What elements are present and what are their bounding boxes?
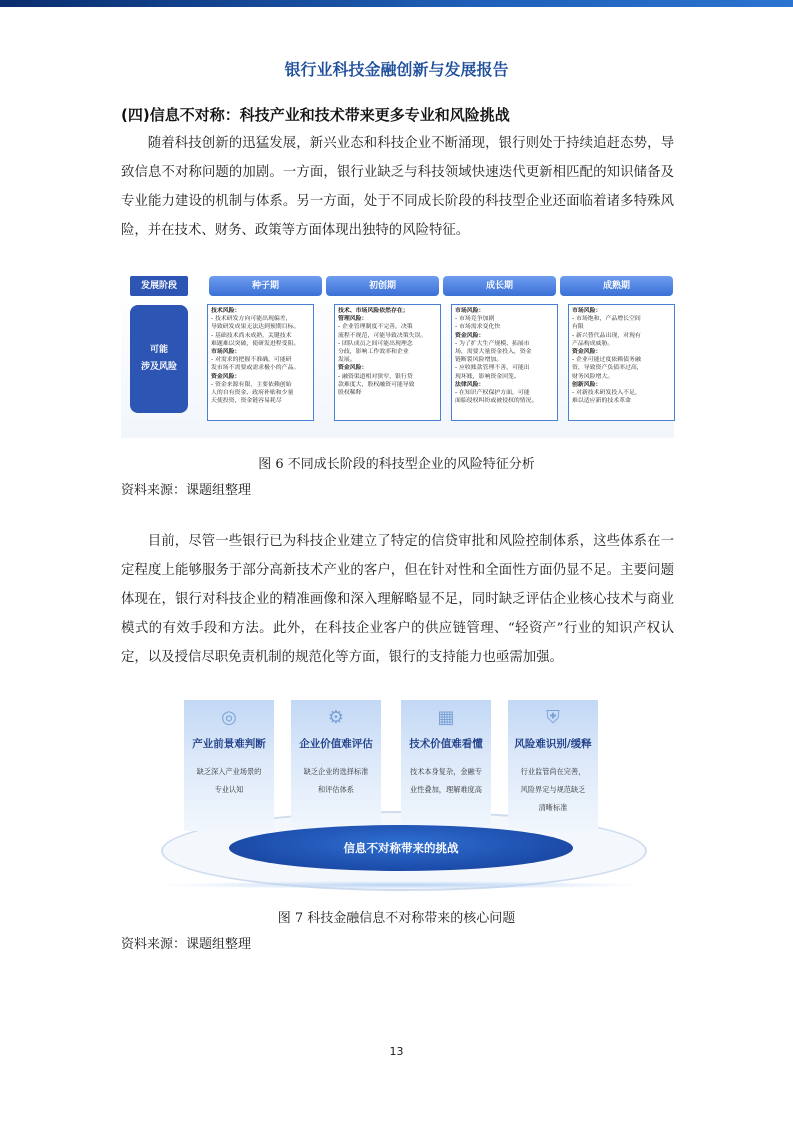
risk-detail: - 企业可能过度依赖债务融 xyxy=(572,357,641,364)
section-heading: (四)信息不对称：科技产业和技术带来更多专业和风险挑战 xyxy=(121,106,510,124)
risk-detail: - 资金来源有限，主要依赖创始 xyxy=(211,381,292,388)
figure-6-source: 资料来源：课题组整理 xyxy=(121,483,252,498)
risk-detail: - 市场竞争加剧 xyxy=(455,316,495,323)
challenge-tech-value xyxy=(401,700,491,831)
challenge-desc xyxy=(409,763,483,799)
challenge-title: 技术价值难看懂 xyxy=(409,738,483,750)
gear-icon: ⚙ xyxy=(327,707,345,728)
challenge-desc xyxy=(299,763,373,799)
desc-line: 技术本身复杂，金融专 xyxy=(410,767,482,776)
page-number: 13 xyxy=(389,1045,404,1058)
risk-detail: - 应收账款管理不善，可能出 xyxy=(455,365,530,372)
risk-detail: 难题难以突破，使研发进程受阻。 xyxy=(211,340,300,347)
stage-seed-risks xyxy=(207,304,314,421)
desc-line: 专业认知 xyxy=(214,785,244,794)
risk-category: 资金风险： xyxy=(455,332,485,339)
risk-detail: - 对需求的把握不准确，可能研 xyxy=(211,357,292,364)
base-glow xyxy=(155,881,647,889)
risk-category: 资金风险： xyxy=(211,373,241,380)
challenge-desc xyxy=(516,763,590,817)
risk-category: 市场风险： xyxy=(211,349,241,356)
risk-category: 技术风险： xyxy=(211,308,241,314)
document-title: 银行业科技金融创新与发展报告 xyxy=(284,60,509,79)
risk-detail: 场，需要大量资金投入，资金 xyxy=(455,349,532,356)
risk-category: 法律风险： xyxy=(455,381,485,388)
stage-seed-header: 种子期 xyxy=(209,276,322,296)
risk-category: 资金风险： xyxy=(572,349,602,356)
risk-category: 市场风险： xyxy=(572,308,602,314)
challenge-enterprise-value xyxy=(291,700,381,831)
desc-line: 清晰标准 xyxy=(538,803,568,812)
challenge-title: 风险难识别/缓释 xyxy=(514,738,592,750)
risk-detail: - 基础技术尚未成熟，关键技术 xyxy=(211,332,292,339)
risk-detail: 有限 xyxy=(572,324,584,331)
risk-label-line2: 涉及风险 xyxy=(140,362,177,372)
risk-detail: - 团队成员之间可能出现理念 xyxy=(338,340,413,347)
risk-detail: - 融资渠道相对狭窄，银行贷 xyxy=(338,373,413,380)
risk-detail: - 市场饱和，产品增长空间 xyxy=(572,316,641,323)
paragraph-2: 目前，尽管一些银行已为科技企业建立了特定的信贷审批和风险控制体系，这些体系在一定程度上能够服务于部分高新技术产业的客户，但在针对性和全面性方面仍显不足。主要问题体现在，银行对科技企业的精准画像和深入理解略显不足，同时缺乏评估企业核心技术与商业模式的有效手段和方法。此外，在科技企业客户的供应链管理、“轻资产”行业的知识产权认定，以及授信尽职免责机制的规范化等方面，银行的支持能力也亟需加强。 xyxy=(121,534,674,665)
risk-detail: 人的自有资金、政府补贴和少量 xyxy=(211,390,294,397)
paragraph-1: 随着科技创新的迅猛发展，新兴业态和科技企业不断涌现，银行则处于持续追赶态势，导致信息不对称问题的加剧。一方面，银行业缺乏与科技领域快速迭代更新相匹配的知识储备及专业能力建设的机制与体系。另一方面，处于不同成长阶段的科技型企业还面临着诸多特殊风险，并在技术、财务、政策等方面体现出独特的风险特征。 xyxy=(121,136,674,238)
risk-category: 管理风险： xyxy=(338,316,368,323)
globe-icon: ◎ xyxy=(221,707,237,728)
figure-7-caption: 图 7 科技金融信息不对称带来的核心问题 xyxy=(277,911,516,926)
chip-icon: ▦ xyxy=(437,707,455,728)
risk-category: 技术、市场风险依然存在； xyxy=(338,308,409,314)
risk-detail: 分歧，影响工作效率和企业 xyxy=(338,349,409,356)
risk-detail: 发展。 xyxy=(338,357,356,364)
figure-6-caption: 图 6 不同成长阶段的科技型企业的风险特征分析 xyxy=(258,457,535,472)
risk-detail: 面临侵权纠纷或被侵权的情况。 xyxy=(455,398,538,405)
challenge-desc xyxy=(192,763,266,799)
risk-detail: 难以适应新的技术革命 xyxy=(572,398,631,405)
risk-category: 市场风险： xyxy=(455,308,485,314)
risk-detail: 资，导致资产负债率过高， xyxy=(572,365,643,372)
risk-detail: - 在知识产权保护方面，可能 xyxy=(455,390,530,397)
risk-detail: 导致研发成果无法达到预期目标。 xyxy=(211,324,300,331)
stage-header-label: 发展阶段 xyxy=(130,276,188,296)
stage-mature-header: 成熟期 xyxy=(560,276,673,296)
top-accent-bar xyxy=(0,0,793,7)
risk-detail: - 市场需求变化快 xyxy=(455,324,501,331)
desc-line: 缺乏企业的选择标准 xyxy=(303,767,369,776)
stage-startup-risks xyxy=(334,304,441,421)
risk-detail: 现坏账，影响资金回笼。 xyxy=(455,373,520,380)
desc-line: 行业监管尚在完善， xyxy=(520,767,586,776)
stage-growth-header: 成长期 xyxy=(443,276,556,296)
stage-mature-risks xyxy=(568,304,675,421)
figure-7-source: 资料来源：课题组整理 xyxy=(121,937,252,952)
risk-detail: 天使投资，资金链容易耗尽 xyxy=(211,398,282,405)
challenge-industry-outlook xyxy=(184,700,274,831)
risk-detail: 发市场不需要或需求极小的产品。 xyxy=(211,365,300,372)
risk-detail: 链断裂风险增加。 xyxy=(455,357,503,364)
risk-detail: - 企业管理制度不完善，决策 xyxy=(338,324,413,331)
figure-6-risk-stages xyxy=(121,270,674,438)
risk-detail: 财务风险增大。 xyxy=(572,373,614,380)
challenge-title: 企业价值难评估 xyxy=(299,738,373,750)
risk-row-label xyxy=(130,305,188,413)
challenge-title: 产业前景难判断 xyxy=(192,738,266,750)
shield-icon: ⛨ xyxy=(546,707,560,728)
center-challenge-label: 信息不对称带来的挑战 xyxy=(229,825,573,871)
risk-detail: 流程不规范，可能导致决策失误。 xyxy=(338,332,427,339)
risk-category: 资金风险： xyxy=(338,365,368,372)
risk-label-line1: 可能 xyxy=(149,345,168,355)
risk-category: 创新风险： xyxy=(572,381,602,388)
desc-line: 缺乏深入产业场景的 xyxy=(196,767,262,776)
risk-detail: - 新兴替代品出现，对现有 xyxy=(572,332,641,339)
risk-detail: 款难度大，股权融资可能导致 xyxy=(338,381,415,388)
risk-detail: - 对新技术研发投入不足， xyxy=(572,390,641,397)
risk-detail: 产品构成威胁。 xyxy=(572,340,614,347)
stage-startup-header: 初创期 xyxy=(326,276,439,296)
desc-line: 业性叠加，理解难度高 xyxy=(410,785,482,794)
stage-growth-risks xyxy=(451,304,558,421)
risk-detail: 股权稀释 xyxy=(338,390,362,397)
figure-7-asymmetry-challenges xyxy=(155,683,647,896)
desc-line: 风险界定与规范缺乏 xyxy=(520,785,586,794)
risk-detail: - 为了扩大生产规模、拓展市 xyxy=(455,340,530,347)
desc-line: 和评估体系 xyxy=(318,785,354,794)
challenge-risk-identification xyxy=(508,700,598,831)
risk-detail: - 技术研发方向可能出现偏差， xyxy=(211,316,292,323)
